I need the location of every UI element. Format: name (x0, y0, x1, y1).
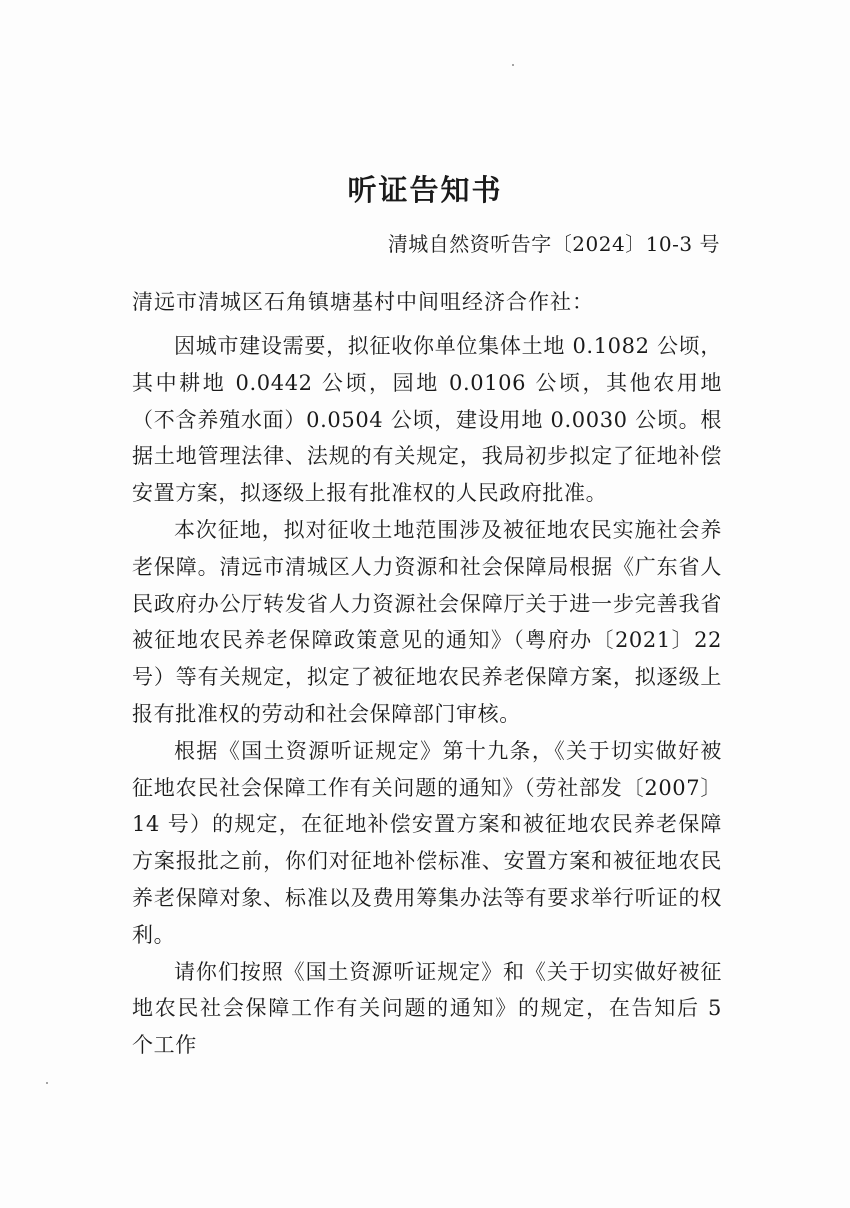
paragraph-hearing-rights: 根据《国土资源听证规定》第十九条，《关于切实做好被征地农民社会保障工作有关问题的通知》（劳社部发〔2007〕14 号）的规定，在征地补偿安置方案和被征地农民养老保障方案报批之前，你们对征地补偿标准、安置方案和被征地农民养老保障对象、标准以及费用筹集办法等有要求举行听证的权利。 (132, 738, 722, 947)
document-body (132, 328, 722, 1064)
scan-speck (512, 64, 514, 66)
addressee: 清远市清城区石角镇塘基村中间咀经济合作社： (132, 290, 594, 314)
paragraph-hearing-request: 请你们按照《国土资源听证规定》和《关于切实做好被征地农民社会保障工作有关问题的通知》的规定，在告知后 5 个工作 (132, 959, 722, 1058)
paragraph-pension-security: 本次征地，拟对征收土地范围涉及被征地农民实施社会养老保障。清远市清城区人力资源和社会保障局根据《广东省人民政府办公厅转发省人力资源社会保障厅关于进一步完善我省被征地农民养老保障政策意见的通知》（粤府办〔2021〕22 号）等有关规定，拟定了被征地农民养老保障方案，拟逐级上报有批准权的劳动和社会保障部门审核。 (132, 517, 722, 726)
paragraph-expropriation: 因城市建设需要，拟征收你单位集体土地 0.1082 公顷，其中耕地 0.0442 公顷，园地 0.0106 公顷，其他农用地（不含养殖水面）0.0504 公顷，建设用地 0.0030 公顷。根据土地管理法律、法规的有关规定，我局初步拟定了征地补偿安置方案，拟逐级上报有批准权的人民政府批准。 (132, 334, 722, 506)
document-number: 清城自然资听告字〔2024〕10-3 号 (387, 232, 720, 256)
document-title: 听证告知书 (347, 173, 503, 207)
scan-speck (46, 1082, 48, 1084)
